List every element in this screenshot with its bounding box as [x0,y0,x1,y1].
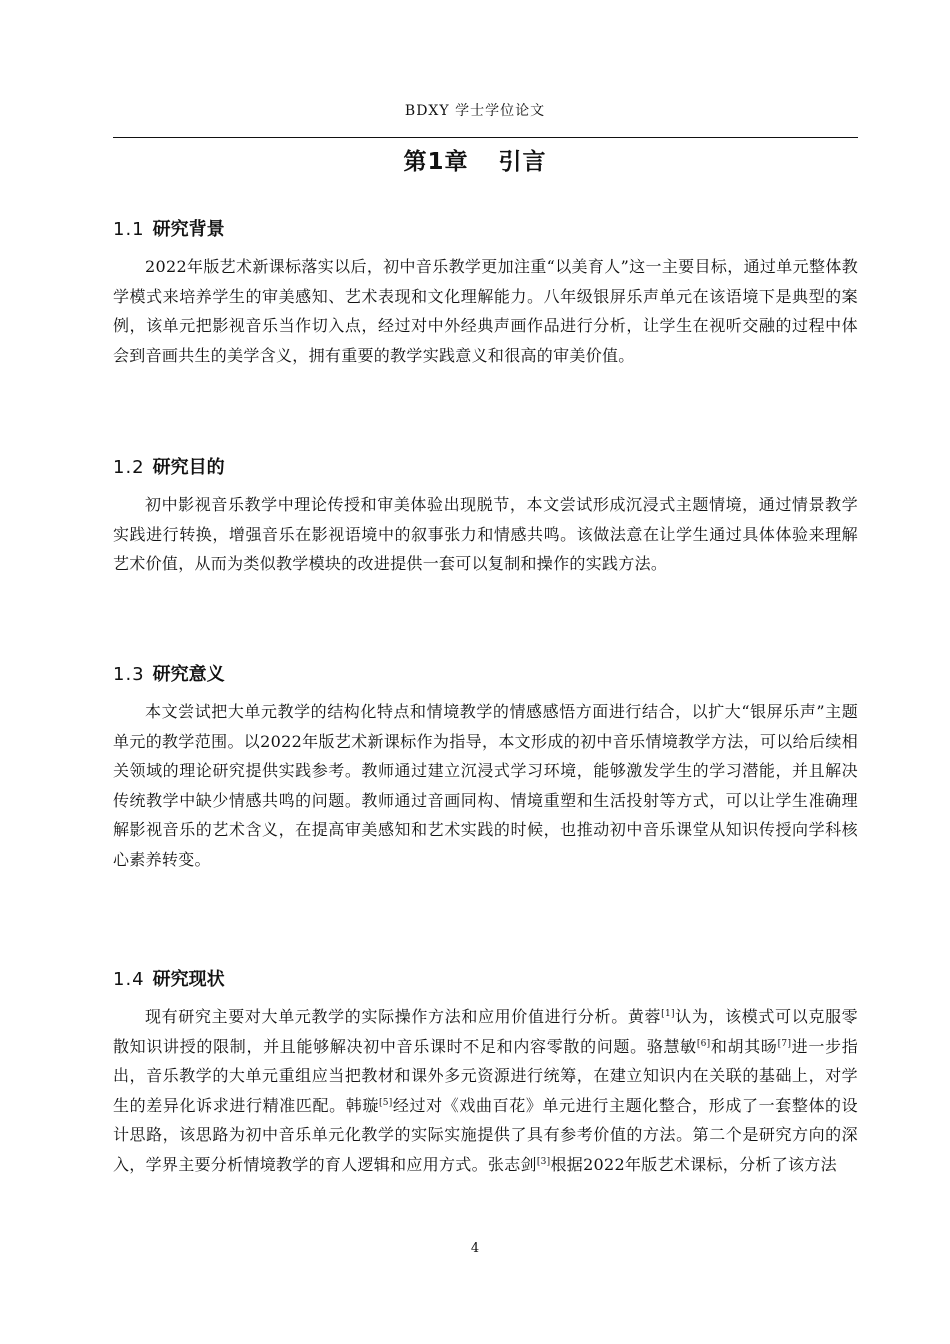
text-run: 根据2022年版艺术课标，分析了该方法 [550,1154,837,1174]
section-heading [113,660,858,690]
section-background [113,215,858,370]
chapter-number: 第1章 [403,149,469,175]
citation-ref: [3] [536,1156,551,1167]
text-run: 经过对《戏曲百花》单元进行主题化整合，形成了一套整体的设计思路，该思路为初中音乐单元化教学的实际实施提供了具有参考价值的方法。第二个是研究方向的深入，学界主要分析情境教学的育人逻辑和应用方式。张志剑 [113,1095,858,1174]
citation-ref: [5] [378,1097,393,1108]
section-heading [113,215,858,245]
section-title: 研究现状 [152,969,225,990]
running-header: BDXY 学士学位论文 [404,103,546,119]
section-significance [113,660,858,875]
citation-ref: [1] [661,1009,675,1019]
section-number: 1.4 [113,969,145,990]
text-run: 认为，该模式可以克服零散知识讲授的限制，并且能够解决初中音乐课时不足和内容零散的问题。骆慧敏 [113,1007,858,1056]
text-run: 进一步指出，音乐教学的大单元重组应当把教材和课外多元资源进行统筹，在建立知识内在关联的基础上，对学生的差异化诉求进行精准匹配。韩璇 [113,1036,858,1115]
section-title: 研究意义 [152,664,225,685]
citation-ref: [6] [696,1038,711,1049]
citation-ref: [7] [777,1038,792,1049]
section-current-status [113,965,858,1180]
section-heading [113,965,858,995]
section-paragraph [113,1002,858,1180]
section-paragraph: 本文尝试把大单元教学的结构化特点和情境教学的情感感悟方面进行结合，以扩大“银屏乐声”主题单元的教学范围。以2022年版艺术新课标作为指导，本文形成的初中音乐情境教学方法，可以给后续相关领域的理论研究提供实践参考。教师通过建立沉浸式学习环境，能够激发学生的学习潜能，并且解决传统教学中缺少情感共鸣的问题。教师通过音画同构、情境重塑和生活投射等方式，可以让学生准确理解影视音乐的艺术含义，在提高审美感知和艺术实践的时候，也推动初中音乐课堂从知识传授向学科核心素养转变。 [113,702,858,869]
section-purpose [113,453,858,579]
section-paragraph: 2022年版艺术新课标落实以后，初中音乐教学更加注重“以美育人”这一主要目标，通过单元整体教学模式来培养学生的审美感知、艺术表现和文化理解能力。八年级银屏乐声单元在该语境下是典型的案例，该单元把影视音乐当作切入点，经过对中外经典声画作品进行分析，让学生在视听交融的过程中体会到音画共生的美学含义，拥有重要的教学实践意义和很高的审美价值。 [113,257,858,365]
section-heading [113,453,858,483]
section-paragraph: 初中影视音乐教学中理论传授和审美体验出现脱节，本文尝试形成沉浸式主题情境，通过情景教学实践进行转换，增强音乐在影视语境中的叙事张力和情感共鸣。该做法意在让学生通过具体体验来理解艺术价值，从而为类似教学模块的改进提供一套可以复制和操作的实践方法。 [113,495,858,574]
chapter-title [0,143,950,176]
section-title: 研究目的 [152,457,225,478]
chapter-name: 引言 [498,149,547,175]
text-run: 和胡其旸 [710,1036,778,1056]
section-number: 1.1 [113,219,145,240]
page-number: 4 [470,1241,480,1256]
text-run: 现有研究主要对大单元教学的实际操作方法和应用价值进行分析。黄蓉 [145,1007,662,1026]
section-title: 研究背景 [152,219,225,240]
section-number: 1.2 [113,457,145,478]
section-number: 1.3 [113,664,145,685]
header-rule [113,137,858,138]
